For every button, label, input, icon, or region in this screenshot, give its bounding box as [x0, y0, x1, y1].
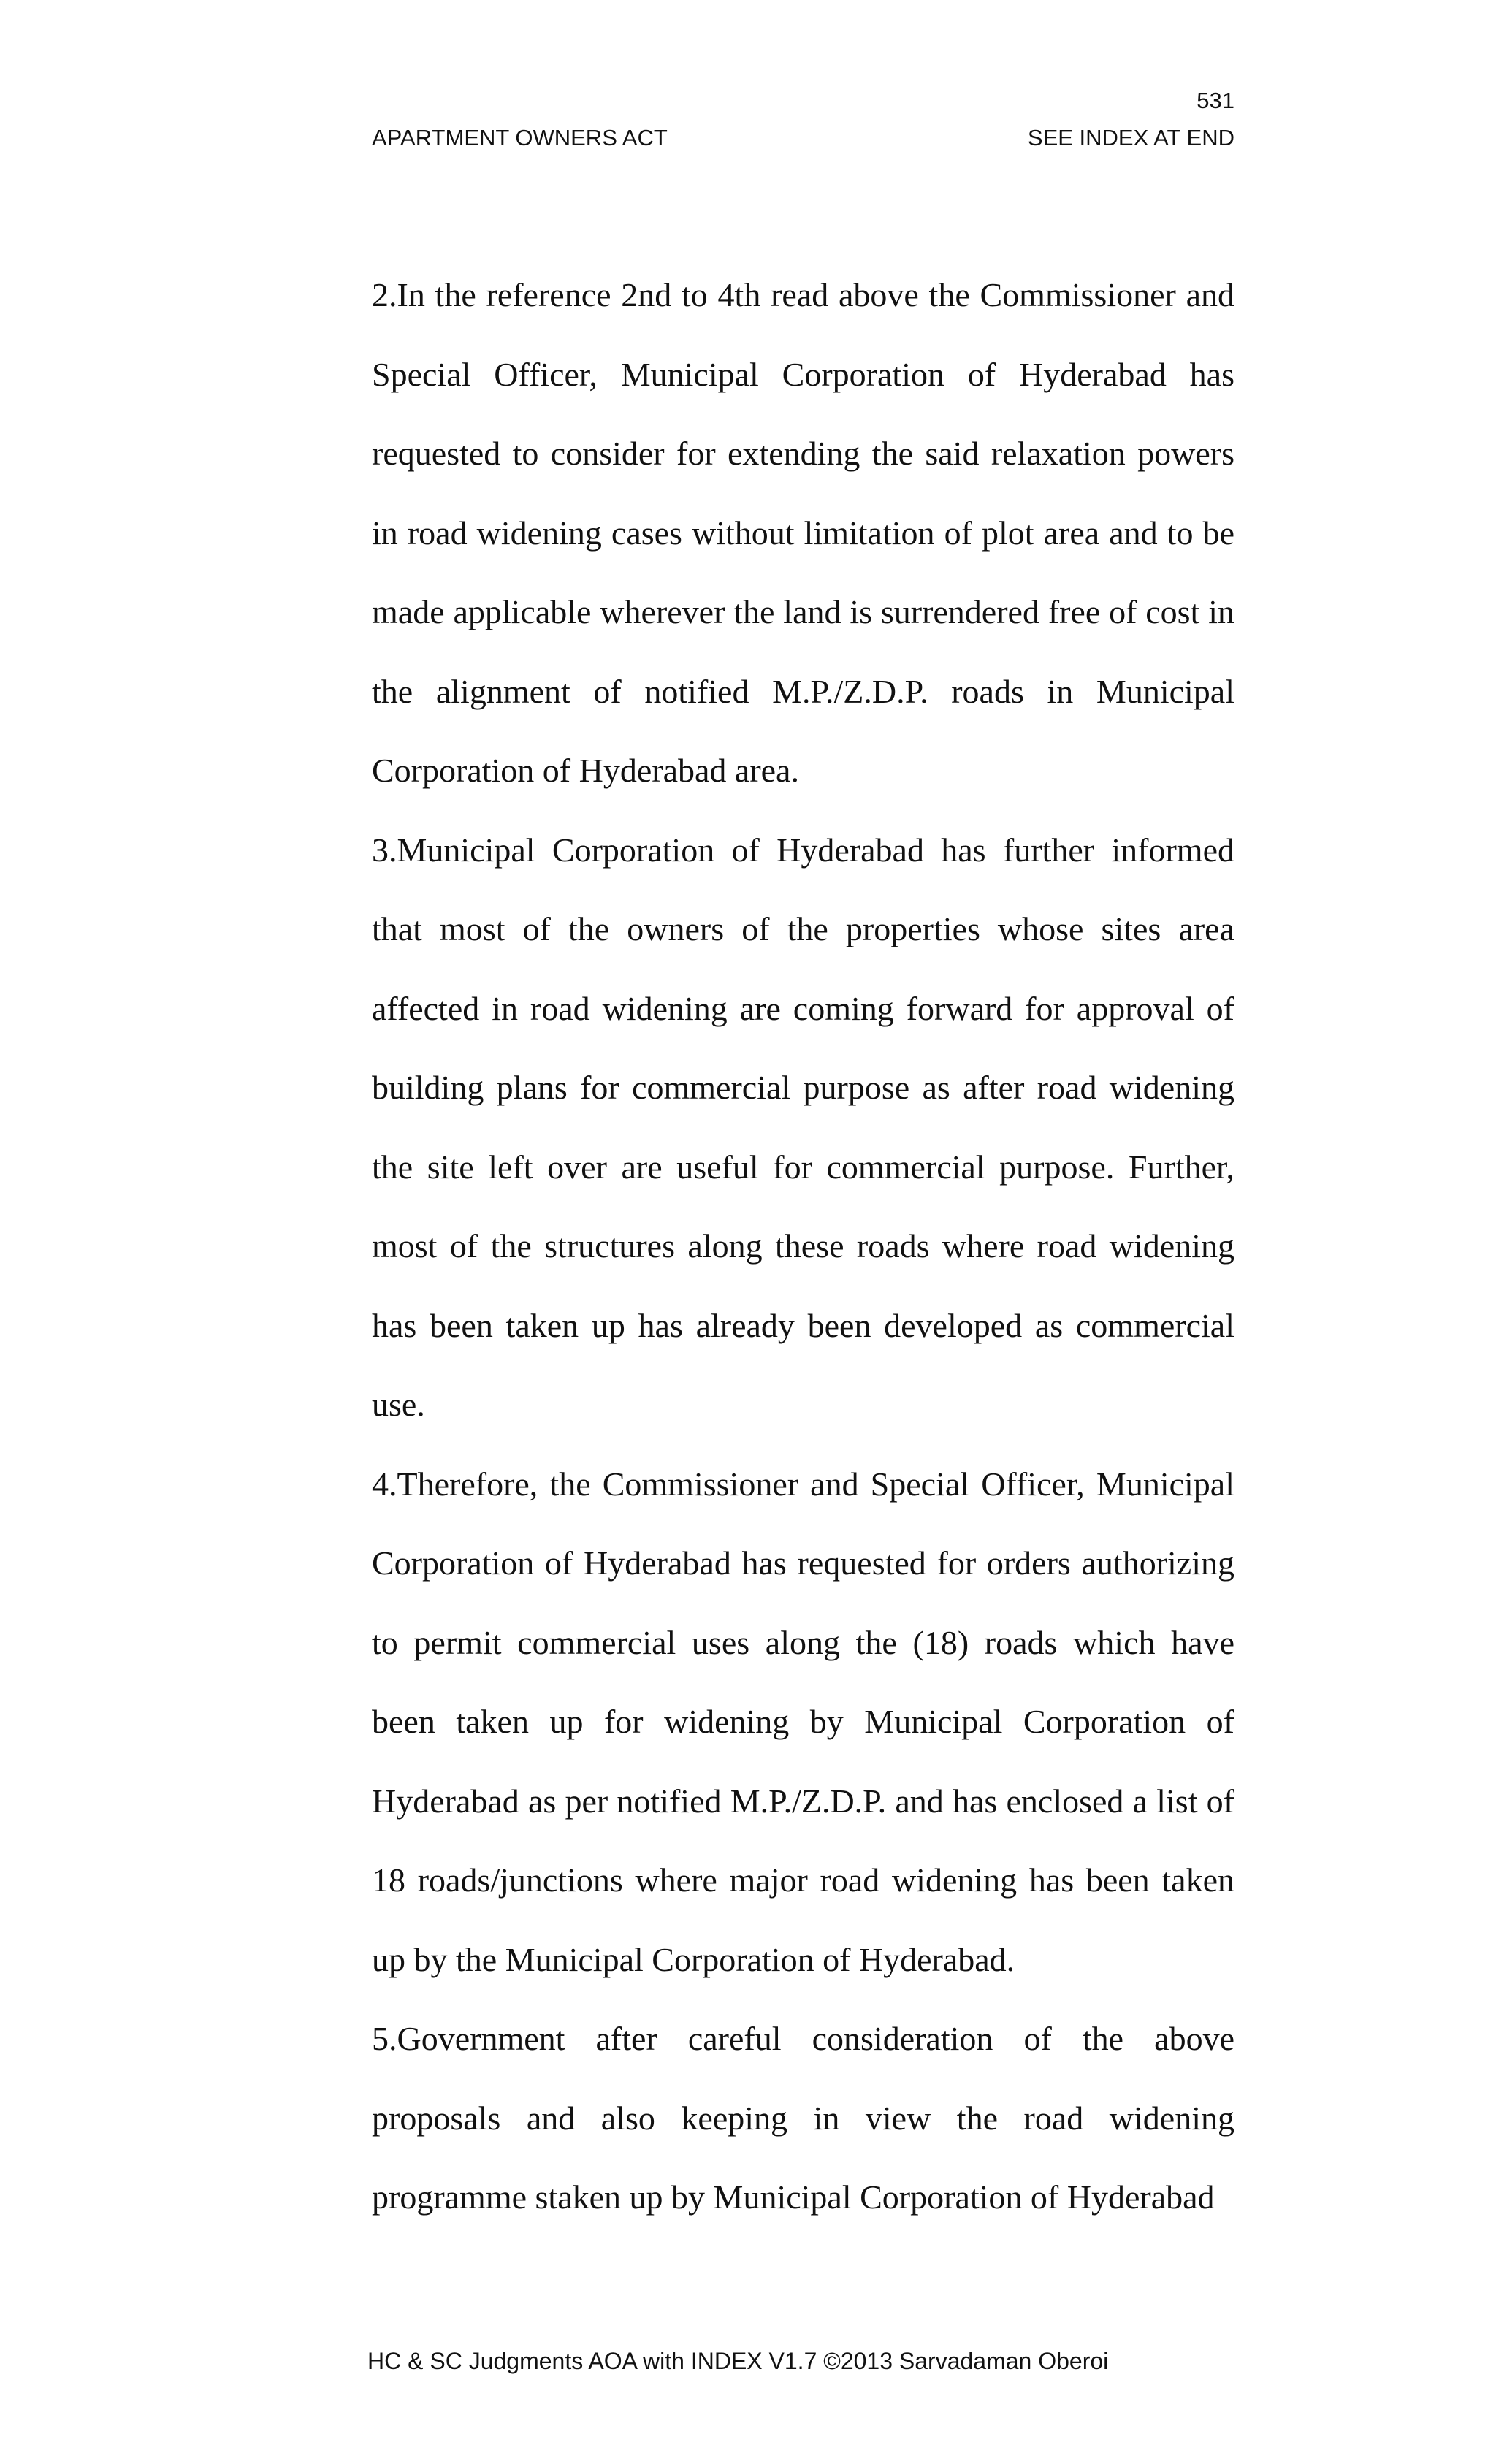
- paragraph-5: 5.Government after careful consideration of the above proposals and also keeping in view the road widening programme staken up by Municipal Corporation of Hyderabad: [372, 2020, 1234, 2216]
- page-footer: HC & SC Judgments AOA with INDEX V1.7 ©2013 Sarvadaman Oberoi: [367, 2348, 1109, 2374]
- paragraph-4: 4.Therefore, the Commissioner and Special Officer, Municipal Corporation of Hyderabad has requested for orders authorizing to permit commercial uses along the (18) roads which have been taken up for widening by Municipal Corporation of Hyderabad as per notified M.P./Z.D.P. and has enclosed a list of 18 roads/junctions where major road widening has been taken up by the Municipal Corporation of Hyderabad.: [372, 1465, 1234, 1978]
- header-title: APARTMENT OWNERS ACT: [372, 125, 668, 150]
- paragraph-2: 2.In the reference 2nd to 4th read above the Commissioner and Special Officer, Municipal Corporation of Hyderabad has requested to consider for extending the said relaxation powers in road widening cases without limitation of plot area and to be made applicable wherever the land is surrendered free of cost in the alignment of notified M.P./Z.D.P. roads in Municipal Corporation of Hyderabad area.: [372, 276, 1234, 789]
- document-body: [372, 256, 1234, 2238]
- header-index-note: SEE INDEX AT END: [1027, 125, 1234, 150]
- page-number: 531: [1197, 88, 1234, 113]
- paragraph-3: 3.Municipal Corporation of Hyderabad has further informed that most of the owners of the properties whose sites area affected in road widening are coming forward for approval of building plans for commercial purpose as after road widening the site left over are useful for commercial purpose. Further, most of the structures along these roads where road widening has been taken up has already been developed as commercial use.: [372, 831, 1234, 1423]
- running-header: [372, 120, 1234, 156]
